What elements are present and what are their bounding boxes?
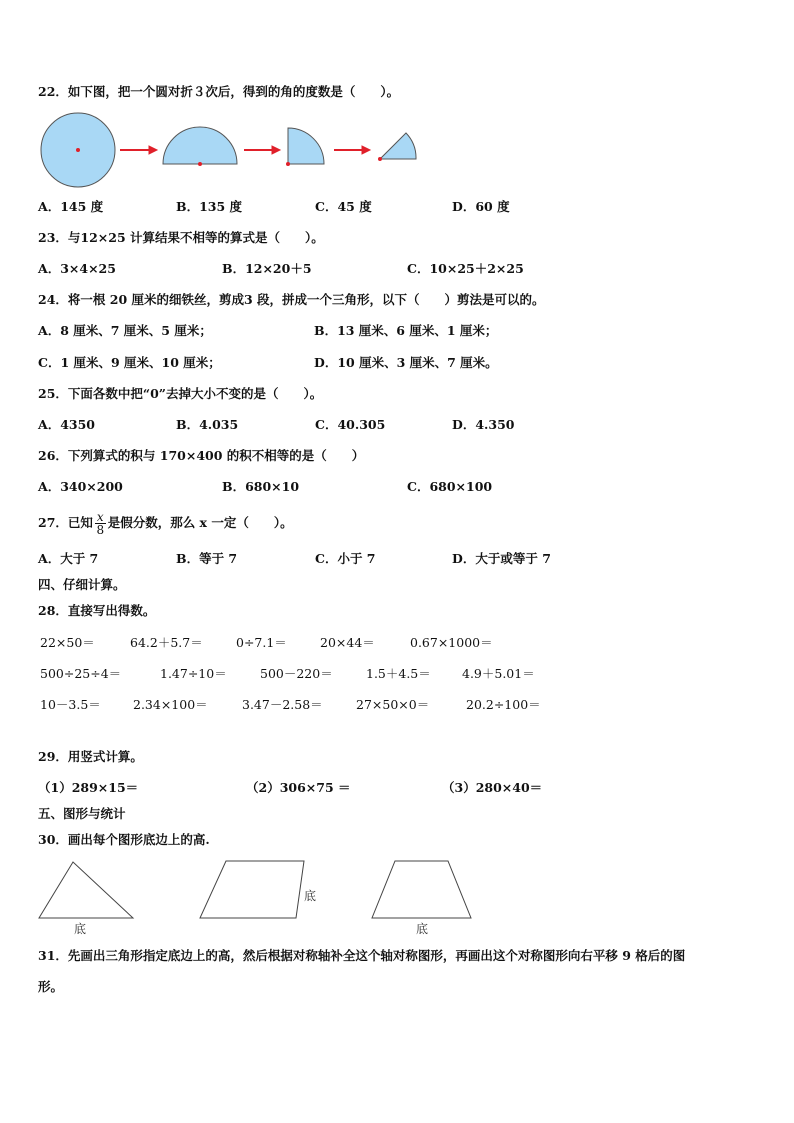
q23-option-a[interactable]: A．3×4×25 xyxy=(38,261,116,276)
q27-option-b[interactable]: B．等于 7 xyxy=(176,551,238,566)
q24-option-a[interactable]: A．8 厘米、7 厘米、5 厘米； xyxy=(38,323,212,338)
calc-item: 1.47÷10＝ xyxy=(160,666,227,681)
trapezoid-base-label: 底 xyxy=(416,922,429,936)
q22-option-c[interactable]: C．45 度 xyxy=(315,199,372,214)
parallelogram-shape xyxy=(200,861,304,918)
q25-option-d[interactable]: D．4.350 xyxy=(452,417,515,432)
q24-option-c[interactable]: C．1 厘米、9 厘米、10 厘米； xyxy=(38,355,221,370)
calc-item: 2.34×100＝ xyxy=(133,697,208,712)
trapezoid-shape xyxy=(372,861,471,918)
section-4-heading: 四、仔细计算。 xyxy=(38,577,126,592)
calc-item: 1.5＋4.5＝ xyxy=(366,666,431,681)
calc-item: 500－220＝ xyxy=(260,666,333,681)
q27-stem-prefix: 27．已知 xyxy=(38,515,93,530)
q24-stem: 24．将一根 20 厘米的细铁丝，剪成3 段，拼成一个三角形，以下（ ）剪法是可以的。 xyxy=(38,292,545,307)
q22-stem: 22．如下图，把一个圆对折３次后，得到的角的度数是（ ）。 xyxy=(38,84,400,99)
calc-item: 20×44＝ xyxy=(320,635,375,650)
q27-option-a[interactable]: A．大于 7 xyxy=(38,551,99,566)
q29-item-2: （2）306×75 ＝ xyxy=(246,780,351,795)
q26-option-c[interactable]: C．680×100 xyxy=(407,479,493,494)
q25-option-c[interactable]: C．40.305 xyxy=(315,417,386,432)
q25-stem: 25．下面各数中把“0”去掉大小不变的是（ ）。 xyxy=(38,386,323,401)
q30-stem: 30．画出每个图形底边上的高. xyxy=(38,832,210,847)
triangle-base-label: 底 xyxy=(74,922,87,936)
q27-option-c[interactable]: C．小于 7 xyxy=(315,551,376,566)
q26-stem: 26．下列算式的积与 170×400 的积不相等的是（ ） xyxy=(38,448,365,463)
calc-item: 3.47－2.58＝ xyxy=(242,697,323,712)
calc-item: 64.2＋5.7＝ xyxy=(130,635,203,650)
q25-option-a[interactable]: A．4350 xyxy=(38,417,95,432)
q27-stem-suffix: 是假分数，那么 x 一定（ ）。 xyxy=(107,515,293,530)
calc-item: 20.2÷100＝ xyxy=(466,697,541,712)
q23-option-c[interactable]: C．10×25＋2×25 xyxy=(407,261,524,276)
calc-item: 500÷25÷4＝ xyxy=(40,666,122,681)
parallelogram-base-label: 底 xyxy=(304,889,317,903)
q26-option-b[interactable]: B．680×10 xyxy=(222,479,300,494)
q28-stem: 28．直接写出得数。 xyxy=(38,603,156,618)
q27-option-d[interactable]: D．大于或等于 7 xyxy=(452,551,551,566)
q22-option-b[interactable]: B．135 度 xyxy=(176,199,243,214)
calc-item: 10－3.5＝ xyxy=(40,697,101,712)
calc-item: 27×50×0＝ xyxy=(356,697,430,712)
fraction-numerator: x xyxy=(96,510,104,524)
calc-item: 22×50＝ xyxy=(40,635,95,650)
q25-option-b[interactable]: B．4.035 xyxy=(176,417,239,432)
q29-item-1: （1）289×15＝ xyxy=(38,780,139,795)
calc-item: 4.9＋5.01＝ xyxy=(462,666,535,681)
q26-option-a[interactable]: A．340×200 xyxy=(38,479,123,494)
q24-option-b[interactable]: B．13 厘米、6 厘米、1 厘米； xyxy=(314,323,498,338)
calc-item: 0.67×1000＝ xyxy=(410,635,493,650)
q22-option-d[interactable]: D．60 度 xyxy=(452,199,510,214)
section-5-heading: 五、图形与统计 xyxy=(38,806,126,821)
q23-option-b[interactable]: B．12×20＋5 xyxy=(222,261,312,276)
q24-option-d[interactable]: D．10 厘米、3 厘米、7 厘米。 xyxy=(314,355,498,370)
calc-item: 0÷7.1＝ xyxy=(236,635,287,650)
q22-option-a[interactable]: A．145 度 xyxy=(38,199,104,214)
q31-stem-line1: 31．先画出三角形指定底边上的高，然后根据对称轴补全这个轴对称图形，再画出这个对称图形向右平移 9 格后的图 xyxy=(38,948,686,963)
q23-stem: 23．与12×25 计算结果不相等的算式是（ ）。 xyxy=(38,230,324,245)
triangle-shape xyxy=(39,862,133,918)
q29-stem: 29．用竖式计算。 xyxy=(38,749,143,764)
q29-item-3: （3）280×40＝ xyxy=(442,780,543,795)
fraction-denominator: 8 xyxy=(96,523,105,537)
q31-stem-line2: 形。 xyxy=(38,979,64,994)
